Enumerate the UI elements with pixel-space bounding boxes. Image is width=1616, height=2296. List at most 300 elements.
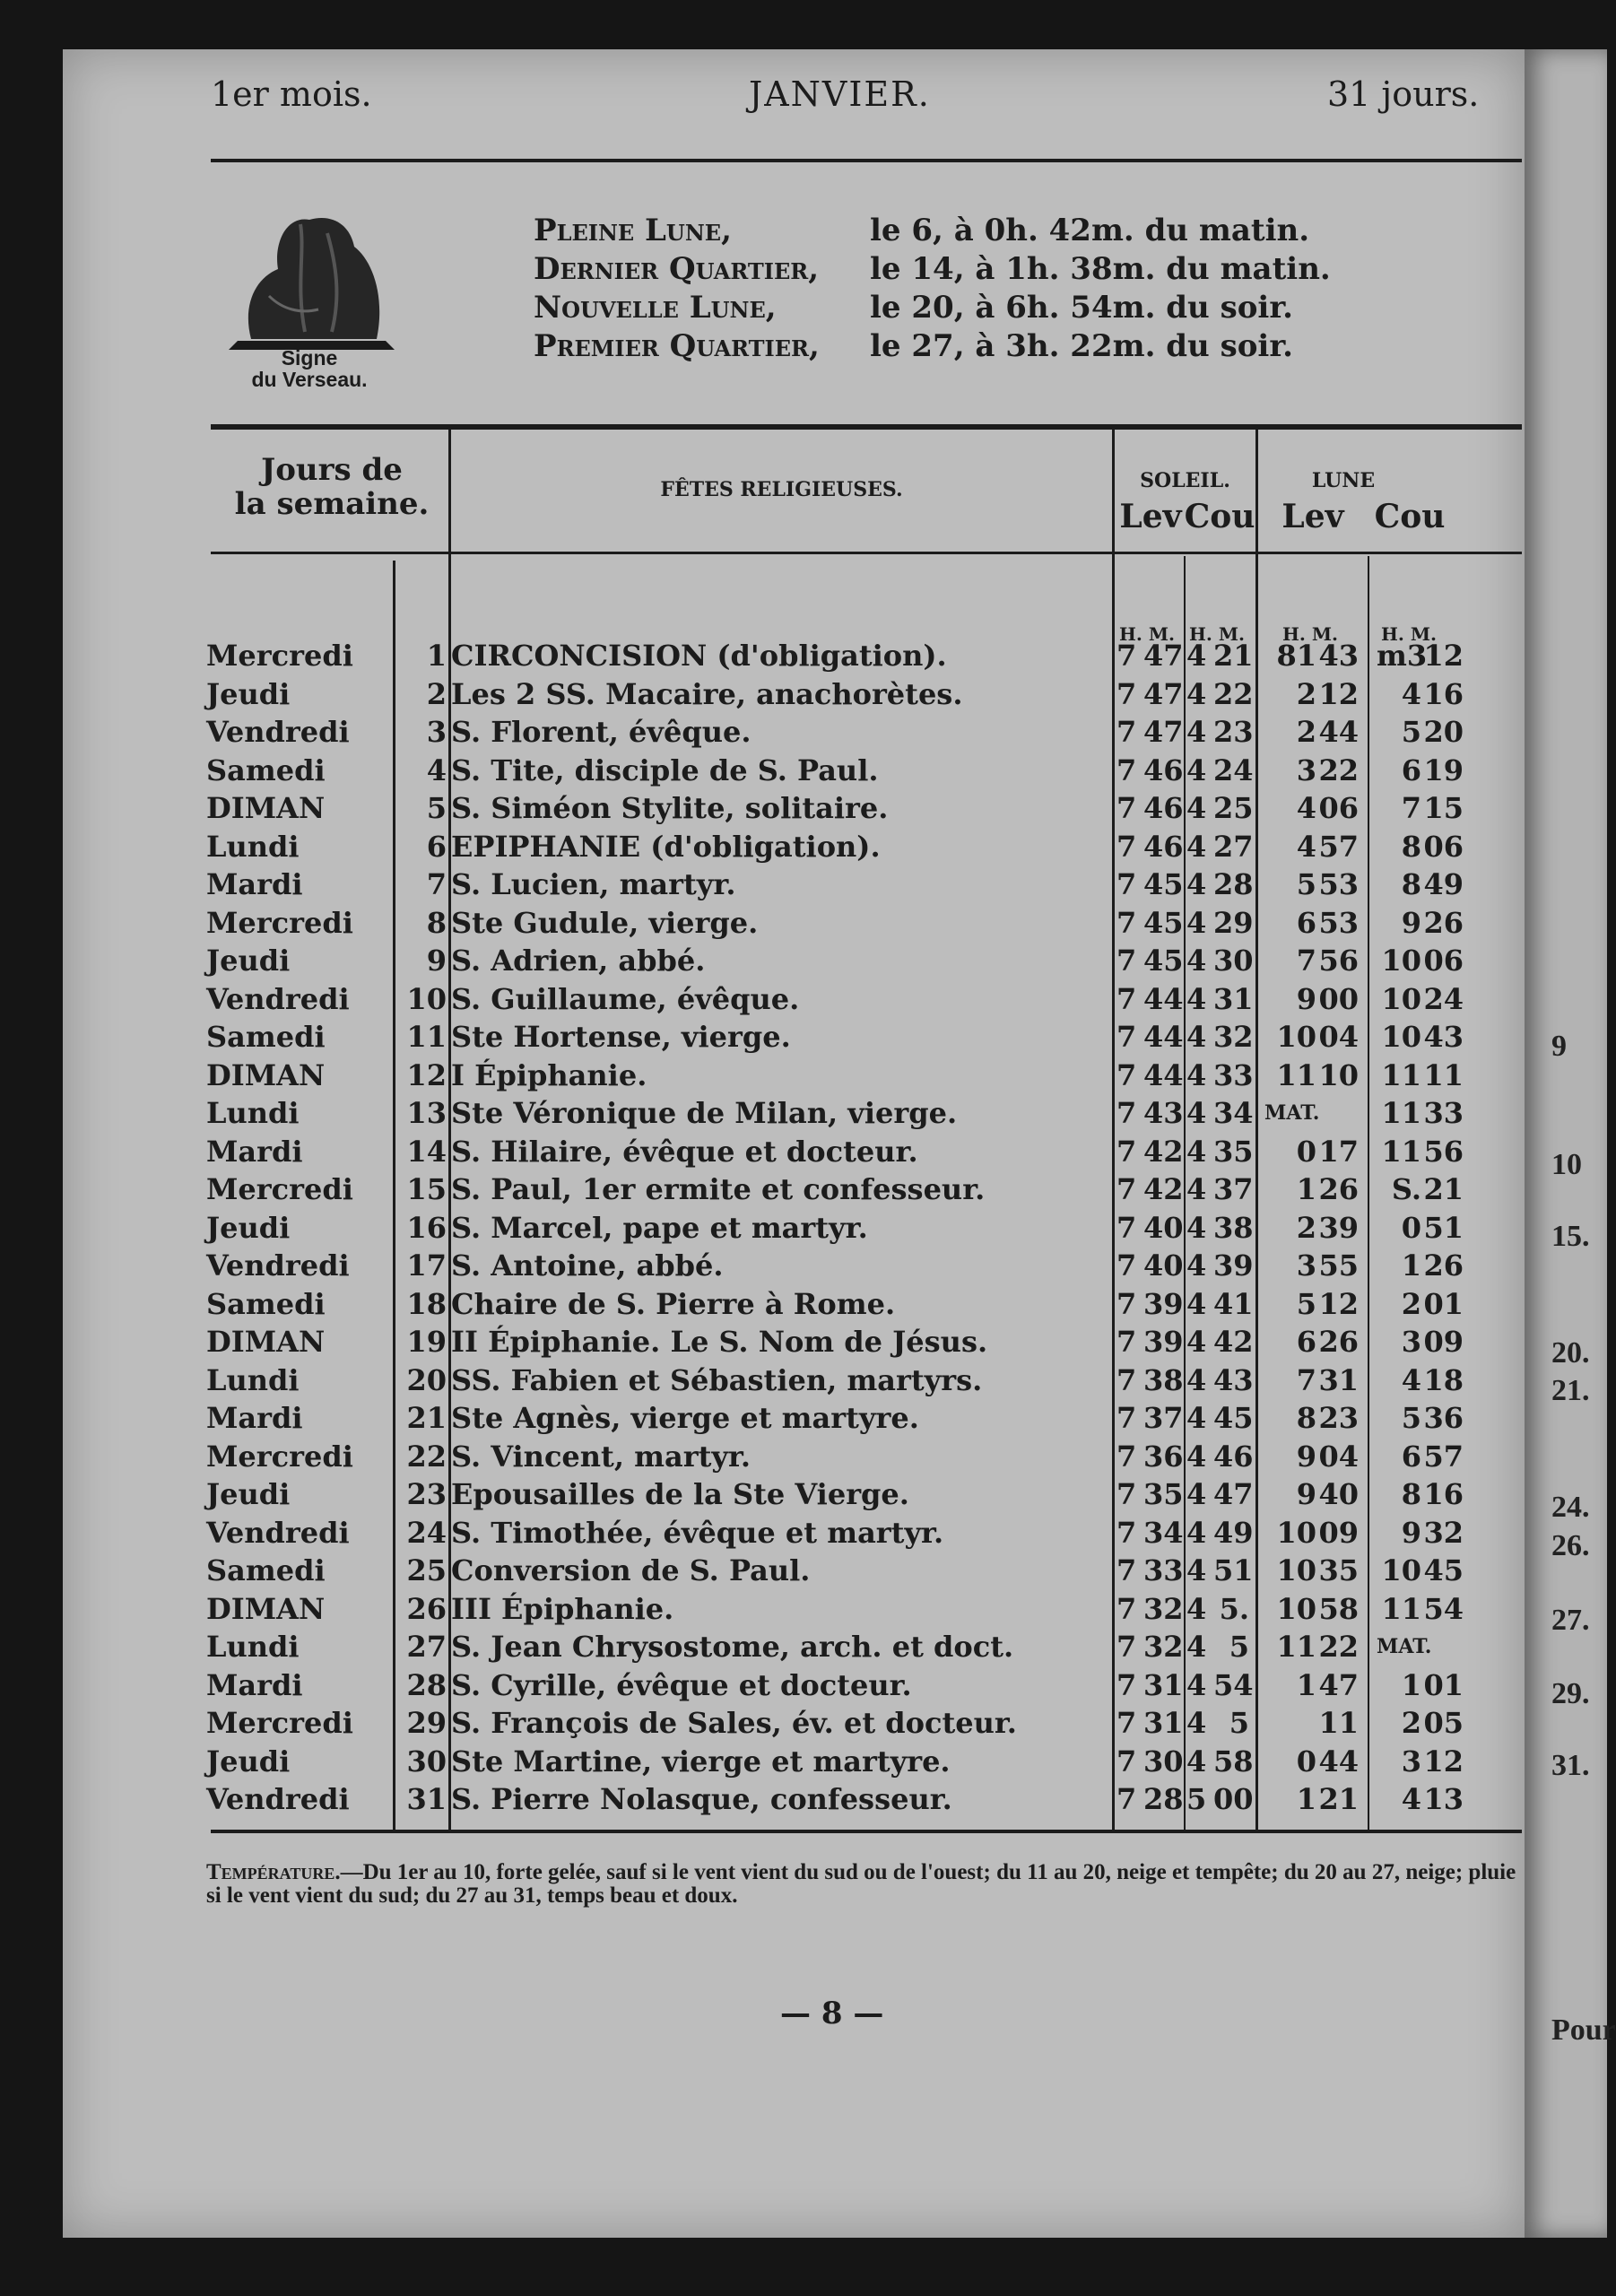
cell-day: Vendredi: [206, 715, 350, 749]
cell-num: 7: [426, 867, 447, 901]
cell-day: Jeudi: [206, 1477, 291, 1511]
cell-sh: 7: [1116, 1096, 1137, 1130]
cell-sh: 7: [1116, 867, 1137, 901]
cell-sh: 7: [1116, 1172, 1137, 1206]
cell-lm: 23: [1318, 1401, 1359, 1435]
cell-lm: 09: [1318, 1515, 1359, 1550]
cell-day: Samedi: [206, 752, 326, 787]
next-page-edge: [1525, 49, 1616, 2238]
cell-cm: 47: [1213, 1477, 1254, 1511]
table-row: [63, 1057, 1525, 1095]
cell-day: Lundi: [206, 1096, 300, 1130]
hm-label-moon-cou: H. M.: [1381, 623, 1437, 645]
cell-num: 4: [426, 752, 447, 787]
cell-lm: 06: [1318, 791, 1359, 825]
cell-lm: 12: [1318, 1286, 1359, 1321]
cell-sm: 45: [1143, 867, 1184, 901]
cell-day: Jeudi: [206, 676, 291, 711]
cell-lm: 17: [1318, 1134, 1359, 1169]
cell-lm: 43: [1318, 639, 1359, 673]
cell-sh: 7: [1116, 944, 1137, 978]
cell-cm: 25: [1213, 791, 1254, 825]
cell-lh: 10: [1276, 1553, 1316, 1587]
days-count: 31 jours.: [1327, 74, 1480, 114]
cell-cm: 37: [1213, 1172, 1254, 1206]
cell-lm: 55: [1318, 1248, 1359, 1283]
cell-ch: 4: [1186, 1210, 1207, 1245]
cell-cm: 00: [1213, 1782, 1254, 1816]
moon-phase-name: Nouvelle Lune,: [534, 290, 777, 326]
zodiac-caption-line1: Signe: [281, 346, 338, 370]
cell-cm: 43: [1213, 1362, 1254, 1397]
header-rule: [211, 159, 1522, 162]
cell-mm: 33: [1423, 1096, 1464, 1130]
cell-mm: 13: [1423, 1782, 1464, 1816]
cell-num: 29: [406, 1706, 447, 1740]
cell-num: 3: [426, 715, 447, 749]
table-row: [63, 1590, 1525, 1629]
cell-sh: 7: [1116, 829, 1137, 864]
cell-mm: 24: [1423, 981, 1464, 1016]
cell-sm: 37: [1143, 1401, 1184, 1435]
col-header-moon: LUNE: [1311, 469, 1376, 492]
table-row: [63, 1743, 1525, 1781]
cell-sh: 7: [1116, 981, 1137, 1016]
cell-ch: 4: [1186, 1667, 1207, 1702]
cell-sh: 7: [1116, 1630, 1137, 1664]
cell-feast: S. Vincent, martyr.: [451, 1439, 751, 1474]
table-row: [63, 752, 1525, 790]
cell-mh: 1: [1401, 1667, 1421, 1702]
cell-lh: 9: [1296, 981, 1316, 1016]
cell-num: 28: [406, 1667, 447, 1702]
table-row: [63, 1780, 1525, 1819]
cell-mh: 10: [1381, 981, 1421, 1016]
cell-day: DIMAN: [206, 1325, 326, 1359]
cell-mh: 4: [1401, 1782, 1421, 1816]
moon-phase-full: [534, 213, 1309, 248]
cell-lm: 26: [1318, 1325, 1359, 1359]
cell-sm: 36: [1143, 1439, 1184, 1474]
table-row: [63, 1552, 1525, 1590]
cell-num: 25: [406, 1553, 447, 1587]
cell-num: 26: [406, 1591, 447, 1626]
cell-cm: 23: [1213, 715, 1254, 749]
cell-feast: S. Hilaire, évêque et docteur.: [451, 1134, 918, 1169]
cell-day: Samedi: [206, 1020, 326, 1054]
cell-ch: 4: [1186, 905, 1207, 940]
cell-lm: 39: [1318, 1210, 1359, 1245]
cell-day: Mercredi: [206, 639, 353, 673]
cell-ch: 4: [1186, 1591, 1207, 1626]
cell-mh: 8: [1401, 867, 1421, 901]
moon-phase-new: [534, 290, 1293, 326]
cell-feast: Ste Véronique de Milan, vierge.: [451, 1096, 958, 1130]
cell-cm: 30: [1213, 944, 1254, 978]
cell-ch: 4: [1186, 1553, 1207, 1587]
cell-lh: 4: [1296, 791, 1316, 825]
page-number: — 8 —: [780, 1996, 884, 2031]
cell-feast: I Épiphanie.: [451, 1057, 647, 1092]
cell-mh: 3: [1401, 1325, 1421, 1359]
table-row: [63, 1018, 1525, 1057]
cell-lm: 44: [1318, 715, 1359, 749]
table-row: [63, 1704, 1525, 1743]
cell-lm: 11: [1318, 1706, 1359, 1740]
cell-lm: 58: [1318, 1591, 1359, 1626]
cell-mh: m3: [1377, 639, 1428, 673]
cell-sh: 7: [1116, 1553, 1137, 1587]
cell-mm: 16: [1423, 1477, 1464, 1511]
cell-ch: 4: [1186, 676, 1207, 711]
moon-phase-detail: le 14, à 1h. 38m. du matin.: [870, 251, 1331, 287]
cell-mh: 4: [1401, 1362, 1421, 1397]
cell-feast: Ste Agnès, vierge et martyre.: [451, 1401, 919, 1435]
cell-feast: S. Antoine, abbé.: [451, 1248, 724, 1283]
cell-num: 19: [406, 1325, 447, 1359]
cell-day: Mercredi: [206, 1706, 353, 1740]
cell-lm: 22: [1318, 752, 1359, 787]
table-row: [63, 1628, 1525, 1666]
cell-day: Mardi: [206, 1401, 303, 1435]
cell-ch: 4: [1186, 1286, 1207, 1321]
cell-mm: 21: [1423, 1172, 1464, 1206]
moon-phase-name: Premier Quartier,: [534, 328, 820, 364]
cell-sm: 31: [1143, 1667, 1184, 1702]
cell-sm: 43: [1143, 1096, 1184, 1130]
table-row: [63, 904, 1525, 943]
table-row: [63, 828, 1525, 866]
cell-feast: S. Marcel, pape et martyr.: [451, 1210, 868, 1245]
next-page-fragment: 27.: [1551, 1604, 1590, 1637]
cell-sh: 7: [1116, 791, 1137, 825]
cell-sm: 40: [1143, 1210, 1184, 1245]
table-row: [63, 1133, 1525, 1171]
col-header-days-line1: Jours de: [261, 452, 403, 488]
cell-lh: 5: [1296, 867, 1316, 901]
cell-sh: 7: [1116, 1591, 1137, 1626]
cell-feast: Ste Gudule, vierge.: [451, 905, 759, 940]
cell-feast: Epousailles de la Ste Vierge.: [451, 1477, 909, 1511]
cell-sh: 7: [1116, 1744, 1137, 1779]
cell-mh: 3: [1401, 1744, 1421, 1779]
cell-cm: 46: [1213, 1439, 1254, 1474]
zodiac-caption-line2: du Verseau.: [251, 368, 368, 391]
page-header: [63, 65, 1525, 119]
cell-num: 24: [406, 1515, 447, 1550]
table-row: [63, 1170, 1525, 1209]
cell-mm: 05: [1423, 1706, 1464, 1740]
cell-mh: 11: [1381, 1057, 1421, 1092]
cell-mm: 01: [1423, 1667, 1464, 1702]
cell-cm: 33: [1213, 1057, 1254, 1092]
cell-mh: 0: [1401, 1210, 1421, 1245]
table-row: [63, 1247, 1525, 1285]
cell-lm: 00: [1318, 981, 1359, 1016]
cell-lh: 1: [1296, 1782, 1316, 1816]
cell-day: Lundi: [206, 829, 300, 864]
cell-ch: 4: [1186, 1706, 1207, 1740]
next-page-fragment: 9: [1551, 1030, 1567, 1063]
cell-feast: S. Siméon Stylite, solitaire.: [451, 791, 889, 825]
cell-mm: 12: [1423, 639, 1464, 673]
cell-lh: 5: [1296, 1286, 1316, 1321]
cell-lm: 53: [1318, 867, 1359, 901]
cell-ch: 4: [1186, 1515, 1207, 1550]
cell-feast: S. François de Sales, év. et docteur.: [451, 1706, 1017, 1740]
cell-ch: 4: [1186, 1134, 1207, 1169]
cell-num: 27: [406, 1630, 447, 1664]
cell-cm: 38: [1213, 1210, 1254, 1245]
cell-cm: 5.: [1219, 1591, 1249, 1626]
table-row: [63, 789, 1525, 828]
cell-mm: 45: [1423, 1553, 1464, 1587]
cell-lh: 0: [1296, 1134, 1316, 1169]
cell-mm: 57: [1423, 1439, 1464, 1474]
cell-feast: Ste Martine, vierge et martyre.: [451, 1744, 951, 1779]
cell-lm: 21: [1318, 1782, 1359, 1816]
cell-day: Vendredi: [206, 1248, 350, 1283]
cell-day: DIMAN: [206, 791, 326, 825]
temperature-label: Température.: [206, 1860, 341, 1884]
table-top-rule: [211, 424, 1522, 430]
cell-lh: 9: [1296, 1477, 1316, 1511]
cell-mh: 11: [1381, 1591, 1421, 1626]
cell-day: Mercredi: [206, 1172, 353, 1206]
cell-mh: 11: [1381, 1134, 1421, 1169]
table-row: [63, 713, 1525, 752]
cell-lh: 10: [1276, 1591, 1316, 1626]
cell-mm: 01: [1423, 1286, 1464, 1321]
cell-feast: Les 2 SS. Macaire, anachorètes.: [451, 676, 963, 711]
cell-sm: 46: [1143, 829, 1184, 864]
cell-lm: 44: [1318, 1744, 1359, 1779]
next-page-fragment: 21.: [1551, 1374, 1590, 1407]
cell-mh: 6: [1401, 752, 1421, 787]
moon-phase-name: Pleine Lune,: [534, 213, 732, 248]
cell-num: 9: [426, 944, 447, 978]
cell-day: Samedi: [206, 1553, 326, 1587]
cell-lh: 6: [1296, 905, 1316, 940]
cell-day: Jeudi: [206, 944, 291, 978]
cell-mm: 36: [1423, 1401, 1464, 1435]
cell-lm: 04: [1318, 1439, 1359, 1474]
cell-mm: 11: [1423, 1057, 1464, 1092]
cell-lh: 81: [1276, 639, 1316, 673]
cell-lm: 31: [1318, 1362, 1359, 1397]
cell-sh: 7: [1116, 639, 1137, 673]
cell-sh: 7: [1116, 1210, 1137, 1245]
moon-phase-first-quarter: [534, 328, 1293, 364]
temperature-note: [206, 1861, 1525, 1908]
cell-cm: 58: [1213, 1744, 1254, 1779]
moon-phase-detail: le 6, à 0h. 42m. du matin.: [870, 213, 1310, 248]
month-number: 1er mois.: [211, 74, 372, 114]
cell-lm: 56: [1318, 944, 1359, 978]
cell-sh: 7: [1116, 1020, 1137, 1054]
cell-mh: MAT.: [1377, 1635, 1432, 1658]
cell-mh: 10: [1381, 944, 1421, 978]
cell-cm: 31: [1213, 981, 1254, 1016]
cell-num: 13: [406, 1096, 447, 1130]
cell-ch: 4: [1186, 981, 1207, 1016]
cell-mh: 5: [1401, 715, 1421, 749]
cell-mh: 11: [1381, 1096, 1421, 1130]
cell-day: Lundi: [206, 1362, 300, 1397]
cell-feast: S. Timothée, évêque et martyr.: [451, 1515, 944, 1550]
cell-ch: 4: [1186, 1401, 1207, 1435]
cell-feast: EPIPHANIE (d'obligation).: [451, 829, 881, 864]
cell-num: 20: [406, 1362, 447, 1397]
next-page-fragment: 26.: [1551, 1529, 1590, 1562]
next-page-fragment: 29.: [1551, 1677, 1590, 1710]
cell-day: DIMAN: [206, 1057, 326, 1092]
cell-lm: 26: [1318, 1172, 1359, 1206]
cell-feast: S. Lucien, martyr.: [451, 867, 736, 901]
cell-lh: MAT.: [1264, 1101, 1320, 1125]
cell-num: 6: [426, 829, 447, 864]
cell-sh: 7: [1116, 1782, 1137, 1816]
cell-sm: 40: [1143, 1248, 1184, 1283]
table-row: [63, 1666, 1525, 1705]
cell-mm: 09: [1423, 1325, 1464, 1359]
cell-mh: 9: [1401, 905, 1421, 940]
cell-feast: Chaire de S. Pierre à Rome.: [451, 1286, 896, 1321]
cell-num: 18: [406, 1286, 447, 1321]
table-row: [63, 1094, 1525, 1133]
cell-sm: 32: [1143, 1591, 1184, 1626]
cell-mh: 2: [1401, 1286, 1421, 1321]
cell-mm: 51: [1423, 1210, 1464, 1245]
cell-day: Mercredi: [206, 1439, 353, 1474]
cell-mh: 6: [1401, 1439, 1421, 1474]
cell-feast: II Épiphanie. Le S. Nom de Jésus.: [451, 1325, 988, 1359]
cell-day: Vendredi: [206, 981, 350, 1016]
cell-day: Jeudi: [206, 1210, 291, 1245]
table-row: [63, 675, 1525, 714]
cell-lm: 04: [1318, 1020, 1359, 1054]
cell-ch: 4: [1186, 1020, 1207, 1054]
cell-sm: 28: [1143, 1782, 1184, 1816]
table-bottom-rule: [211, 1830, 1522, 1833]
table-row: [63, 942, 1525, 980]
cell-num: 2: [426, 676, 447, 711]
cell-num: 16: [406, 1210, 447, 1245]
cell-day: Mardi: [206, 867, 303, 901]
cell-mm: 12: [1423, 1744, 1464, 1779]
cell-sh: 7: [1116, 1706, 1137, 1740]
cell-lm: 22: [1318, 1630, 1359, 1664]
cell-ch: 4: [1186, 752, 1207, 787]
cell-sh: 7: [1116, 1286, 1137, 1321]
cell-num: 30: [406, 1744, 447, 1779]
cell-mm: 26: [1423, 1248, 1464, 1283]
cell-sm: 47: [1143, 715, 1184, 749]
cell-ch: 4: [1186, 1630, 1207, 1664]
cell-lm: 10: [1318, 1057, 1359, 1092]
cell-sh: 7: [1116, 1667, 1137, 1702]
cell-ch: 4: [1186, 867, 1207, 901]
next-page-fragment: Pour: [1551, 2013, 1616, 2047]
cell-sh: 7: [1116, 1134, 1137, 1169]
cell-ch: 4: [1186, 639, 1207, 673]
cell-sm: 47: [1143, 639, 1184, 673]
cell-cm: 5: [1229, 1630, 1249, 1664]
cell-feast: S. Tite, disciple de S. Paul.: [451, 752, 879, 787]
table-row: [63, 1399, 1525, 1438]
cell-feast: Ste Hortense, vierge.: [451, 1020, 791, 1054]
cell-cm: 42: [1213, 1325, 1254, 1359]
cell-sh: 7: [1116, 905, 1137, 940]
temperature-text: —Du 1er au 10, forte gelée, sauf si le vent vient du sud ou de l'ouest; du 11 au 20, neige et tempête; du 20 au 27, neige; pluie si le vent vient du sud; du 27 au 31, temps beau et doux.: [206, 1860, 1516, 1908]
cell-feast: Conversion de S. Paul.: [451, 1553, 811, 1587]
cell-cm: 29: [1213, 905, 1254, 940]
cell-cm: 39: [1213, 1248, 1254, 1283]
cell-mm: 18: [1423, 1362, 1464, 1397]
cell-cm: 45: [1213, 1401, 1254, 1435]
cell-lh: 1: [1296, 1172, 1316, 1206]
month-name: JANVIER.: [749, 74, 931, 114]
almanac-page: [63, 49, 1525, 2238]
cell-num: 11: [406, 1020, 447, 1054]
cell-ch: 4: [1186, 1744, 1207, 1779]
table-header-rule: [211, 552, 1522, 554]
cell-num: 31: [406, 1782, 447, 1816]
cell-feast: S. Paul, 1er ermite et confesseur.: [451, 1172, 986, 1206]
col-header-moon-lev: Lev: [1282, 498, 1344, 535]
cell-ch: 4: [1186, 1362, 1207, 1397]
hm-label-moon-lev: H. M.: [1282, 623, 1338, 645]
cell-mh: 7: [1401, 791, 1421, 825]
cell-mh: 10: [1381, 1553, 1421, 1587]
cell-day: Jeudi: [206, 1744, 291, 1779]
cell-cm: 35: [1213, 1134, 1254, 1169]
cell-ch: 5: [1186, 1782, 1207, 1816]
cell-sm: 46: [1143, 752, 1184, 787]
cell-day: Lundi: [206, 1630, 300, 1664]
cell-num: 22: [406, 1439, 447, 1474]
cell-num: 5: [426, 791, 447, 825]
cell-day: Vendredi: [206, 1515, 350, 1550]
cell-lh: 2: [1296, 715, 1316, 749]
cell-cm: 54: [1213, 1667, 1254, 1702]
next-page-fragment: 31.: [1551, 1749, 1590, 1782]
cell-mh: 8: [1401, 829, 1421, 864]
cell-cm: 24: [1213, 752, 1254, 787]
moon-phase-detail: le 20, à 6h. 54m. du soir.: [870, 290, 1293, 326]
cell-lh: 1: [1296, 1667, 1316, 1702]
cell-feast: S. Pierre Nolasque, confesseur.: [451, 1782, 952, 1816]
cell-ch: 4: [1186, 944, 1207, 978]
cell-sh: 7: [1116, 676, 1137, 711]
cell-num: 14: [406, 1134, 447, 1169]
cell-sm: 44: [1143, 981, 1184, 1016]
hm-label-sun-cou: H. M.: [1189, 623, 1245, 645]
cell-sm: 47: [1143, 676, 1184, 711]
cell-mm: 16: [1423, 676, 1464, 711]
cell-sh: 7: [1116, 1515, 1137, 1550]
cell-day: Mardi: [206, 1134, 303, 1169]
cell-mm: 26: [1423, 905, 1464, 940]
cell-sh: 7: [1116, 752, 1137, 787]
cell-ch: 4: [1186, 1096, 1207, 1130]
table-row: [63, 1514, 1525, 1552]
cell-cm: 49: [1213, 1515, 1254, 1550]
cell-lh: 2: [1296, 676, 1316, 711]
col-header-sun: SOLEIL.: [1140, 469, 1230, 492]
cell-sm: 30: [1143, 1744, 1184, 1779]
col-header-sun-lev: Lev: [1119, 498, 1182, 535]
